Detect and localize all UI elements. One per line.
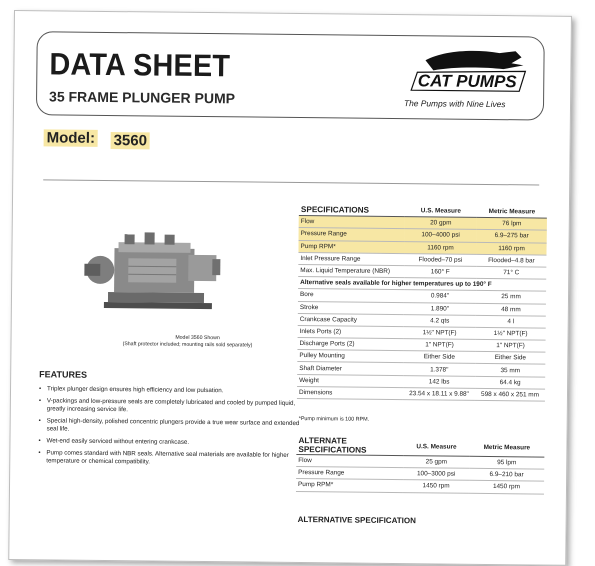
spec-us-value: 25 gpm	[403, 456, 469, 469]
table-row	[297, 386, 545, 401]
cat-pumps-logo-icon	[403, 46, 529, 95]
table-header-row	[296, 436, 544, 457]
section-divider	[43, 179, 539, 185]
data-sheet-page	[8, 10, 572, 566]
spec-us-value: 160° F	[404, 266, 476, 279]
spec-label: Inlets Ports (2)	[298, 325, 404, 338]
header-box	[36, 31, 545, 120]
feature-item: • Wet-end easily serviced without entering crankcase.	[38, 437, 300, 448]
spec-metric-value: 1160 rpm	[476, 242, 546, 255]
image-caption-note: (Shaft protector included; mounting rails sold separately)	[122, 341, 253, 349]
logo-tagline: The Pumps with Nine Lives	[403, 98, 506, 110]
spec-metric-value: 6.9–210 bar	[469, 468, 544, 481]
spec-label: Flow	[296, 454, 403, 467]
spec-metric-value: Flooded–4.8 bar	[476, 254, 546, 267]
us-measure-header: U.S. Measure	[405, 205, 477, 217]
spec-us-value: 1160 rpm	[404, 241, 476, 254]
rpm-footnote: *Pump minimum is 100 RPM.	[298, 416, 370, 423]
spec-us-value: Flooded–70 psi	[404, 253, 476, 266]
model-number: 3560	[111, 132, 151, 149]
spec-label: Max. Liquid Temperature (NBR)	[298, 264, 404, 277]
features-list	[38, 385, 301, 472]
metric-measure-header: Metric Measure	[477, 206, 547, 218]
spec-label: Dimensions	[297, 386, 403, 399]
page-title: DATA SHEET	[49, 46, 231, 84]
page-subtitle: 35 FRAME PLUNGER PUMP	[49, 88, 236, 107]
spec-us-value: 1½" NPT(F)	[404, 326, 476, 339]
spec-us-value: 1" NPT(F)	[403, 339, 475, 352]
pump-product-image	[84, 218, 225, 323]
spec-us-value: 1.890"	[404, 302, 476, 315]
spec-metric-value: 598 x 460 x 251 mm	[475, 388, 545, 401]
spec-label: Shaft Diameter	[297, 362, 403, 375]
spec-us-value: 142 lbs	[403, 375, 475, 388]
spec-metric-value: 1" NPT(F)	[475, 339, 545, 352]
spec-us-value: 20 gpm	[405, 217, 477, 230]
feature-item: • V-packings and low-pressure seals are completely lubricated and cooled by pumped liquid, greatly increasing service life.	[39, 397, 301, 416]
image-caption: Model 3560 Shown	[175, 334, 220, 342]
spec-label: Discharge Ports (2)	[297, 338, 403, 351]
alternate-specifications-heading	[296, 436, 403, 456]
us-measure-header: U.S. Measure	[404, 437, 470, 456]
model-label: Model:	[44, 129, 99, 147]
spec-metric-value: 1450 rpm	[469, 481, 544, 494]
features-heading: FEATURES	[39, 369, 88, 380]
spec-metric-value: 35 mm	[475, 364, 545, 377]
spec-label: Crankcase Capacity	[298, 313, 404, 326]
spec-us-value: 23.54 x 18.11 x 9.88"	[403, 387, 475, 400]
spec-metric-value: 95 lpm	[469, 456, 544, 469]
cut-off-heading: ALTERNATIVE SPECIFICATION	[297, 514, 416, 526]
spec-label: Pressure Range	[299, 228, 405, 241]
spec-us-value: 1.378"	[403, 363, 475, 376]
logo-text: CAT PUMPS	[417, 71, 517, 92]
spec-label: Pump RPM*	[296, 479, 403, 492]
spec-us-value: 100–4000 psi	[405, 229, 477, 242]
alt-seal-note: Alternative seals available for higher temperatures up to 190° F	[298, 277, 546, 292]
specifications-heading: SPECIFICATIONS	[299, 204, 405, 217]
spec-label: Pressure Range	[296, 467, 403, 480]
spec-label: Stroke	[298, 301, 404, 314]
feature-item: • Pump comes standard with NBR seals. Alternative seal materials are available for higher temperature or chemical compatibility.	[38, 449, 300, 468]
spec-us-value: 0.984"	[404, 290, 476, 303]
alternate-specifications-table	[296, 436, 545, 494]
spec-us-value: 1450 rpm	[403, 480, 469, 493]
spec-label: Pump RPM*	[298, 240, 404, 253]
spec-us-value: 100–3000 psi	[403, 468, 469, 481]
spec-label: Flow	[299, 216, 405, 229]
spec-metric-value: 64.4 kg	[475, 376, 545, 389]
spec-label: Weight	[297, 374, 403, 387]
spec-metric-value: 4 l	[476, 315, 546, 328]
spec-metric-value: 25 mm	[476, 291, 546, 304]
spec-us-value: 4.2 qts	[404, 314, 476, 327]
spec-metric-value: 48 mm	[476, 303, 546, 316]
spec-label: Inlet Pressure Range	[298, 252, 404, 265]
spec-metric-value: 76 lpm	[477, 218, 547, 231]
specifications-table	[297, 204, 547, 402]
spec-metric-value: 1½" NPT(F)	[476, 327, 546, 340]
spec-us-value: Either Side	[403, 351, 475, 364]
table-row	[296, 479, 544, 494]
feature-item: • Special high-density, polished concentric plungers provide a true wear surface and extended seal life.	[39, 417, 301, 436]
alt-heading-line1: ALTERNATE	[298, 436, 347, 446]
spec-metric-value: 71° C	[476, 266, 546, 279]
alt-heading-line2: SPECIFICATIONS	[298, 445, 367, 455]
feature-item: • Triplex plunger design ensures high efficiency and low pulsation.	[39, 385, 301, 396]
spec-metric-value: 6.9–275 bar	[477, 230, 547, 243]
spec-label: Pulley Mounting	[297, 350, 403, 363]
spec-metric-value: Either Side	[475, 352, 545, 365]
spec-label: Bore	[298, 289, 404, 302]
metric-measure-header: Metric Measure	[469, 438, 544, 457]
